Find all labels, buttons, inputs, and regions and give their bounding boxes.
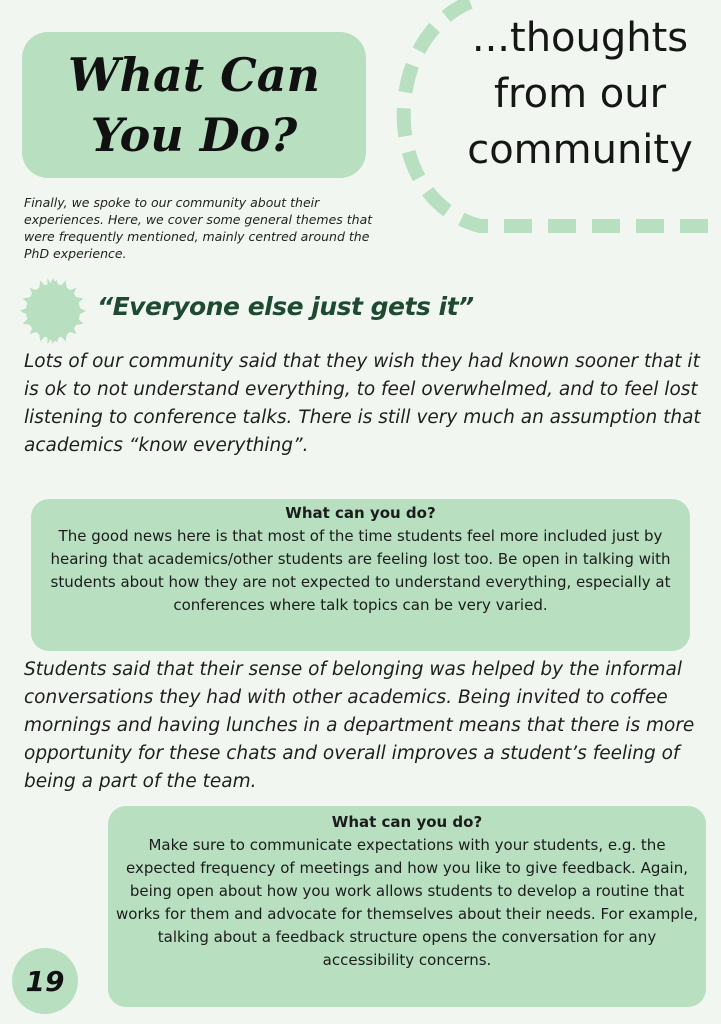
callout-box-2 xyxy=(108,806,706,1007)
callout-1-body: The good news here is that most of the time students feel more included just by hearing that academics/other students are feeling lost too. Be open in talking with students about how they are not expected to understand everything, especially at conferences where talk topics can be very varied. xyxy=(50,527,671,614)
callout-box-1 xyxy=(31,499,690,651)
callout-1-heading: What can you do? xyxy=(285,504,436,522)
paragraph-1: Lots of our community said that they wish they had known sooner that it is ok to not understand everything, to feel overwhelmed, and to feel lost listening to conference talks. There is still very much an assumption that academics “know everything”. xyxy=(24,351,701,456)
page-title: What Can You Do? xyxy=(67,48,321,162)
subtitle: ...thoughts from our community xyxy=(467,15,693,173)
paragraph-2: Students said that their sense of belonging was helped by the informal conversations they had with other academics. Being invited to coffee mornings and having lunches in a department means that there is more opportunity for these chats and overall improves a student’s feeling of being a part of the team. xyxy=(24,659,695,792)
page-number: 19 xyxy=(12,948,78,1014)
section-heading: “Everyone else just gets it” xyxy=(97,292,474,321)
intro-text: Finally, we spoke to our community about their experiences. Here, we cover some general themes that were frequently mentioned, mainly centred around the PhD experience. xyxy=(24,195,373,261)
callout-2-body: Make sure to communicate expectations with your students, e.g. the expected frequency of meetings and how you like to give feedback. Again, being open about how you work allows students to develop a routine that works for them and advocate for themselves about their needs. For example, talking about a feedback structure opens the conversation for any accessibility concerns. xyxy=(116,836,699,969)
starburst-icon xyxy=(20,278,86,344)
title-box xyxy=(22,32,366,178)
callout-2-heading: What can you do? xyxy=(331,813,483,831)
